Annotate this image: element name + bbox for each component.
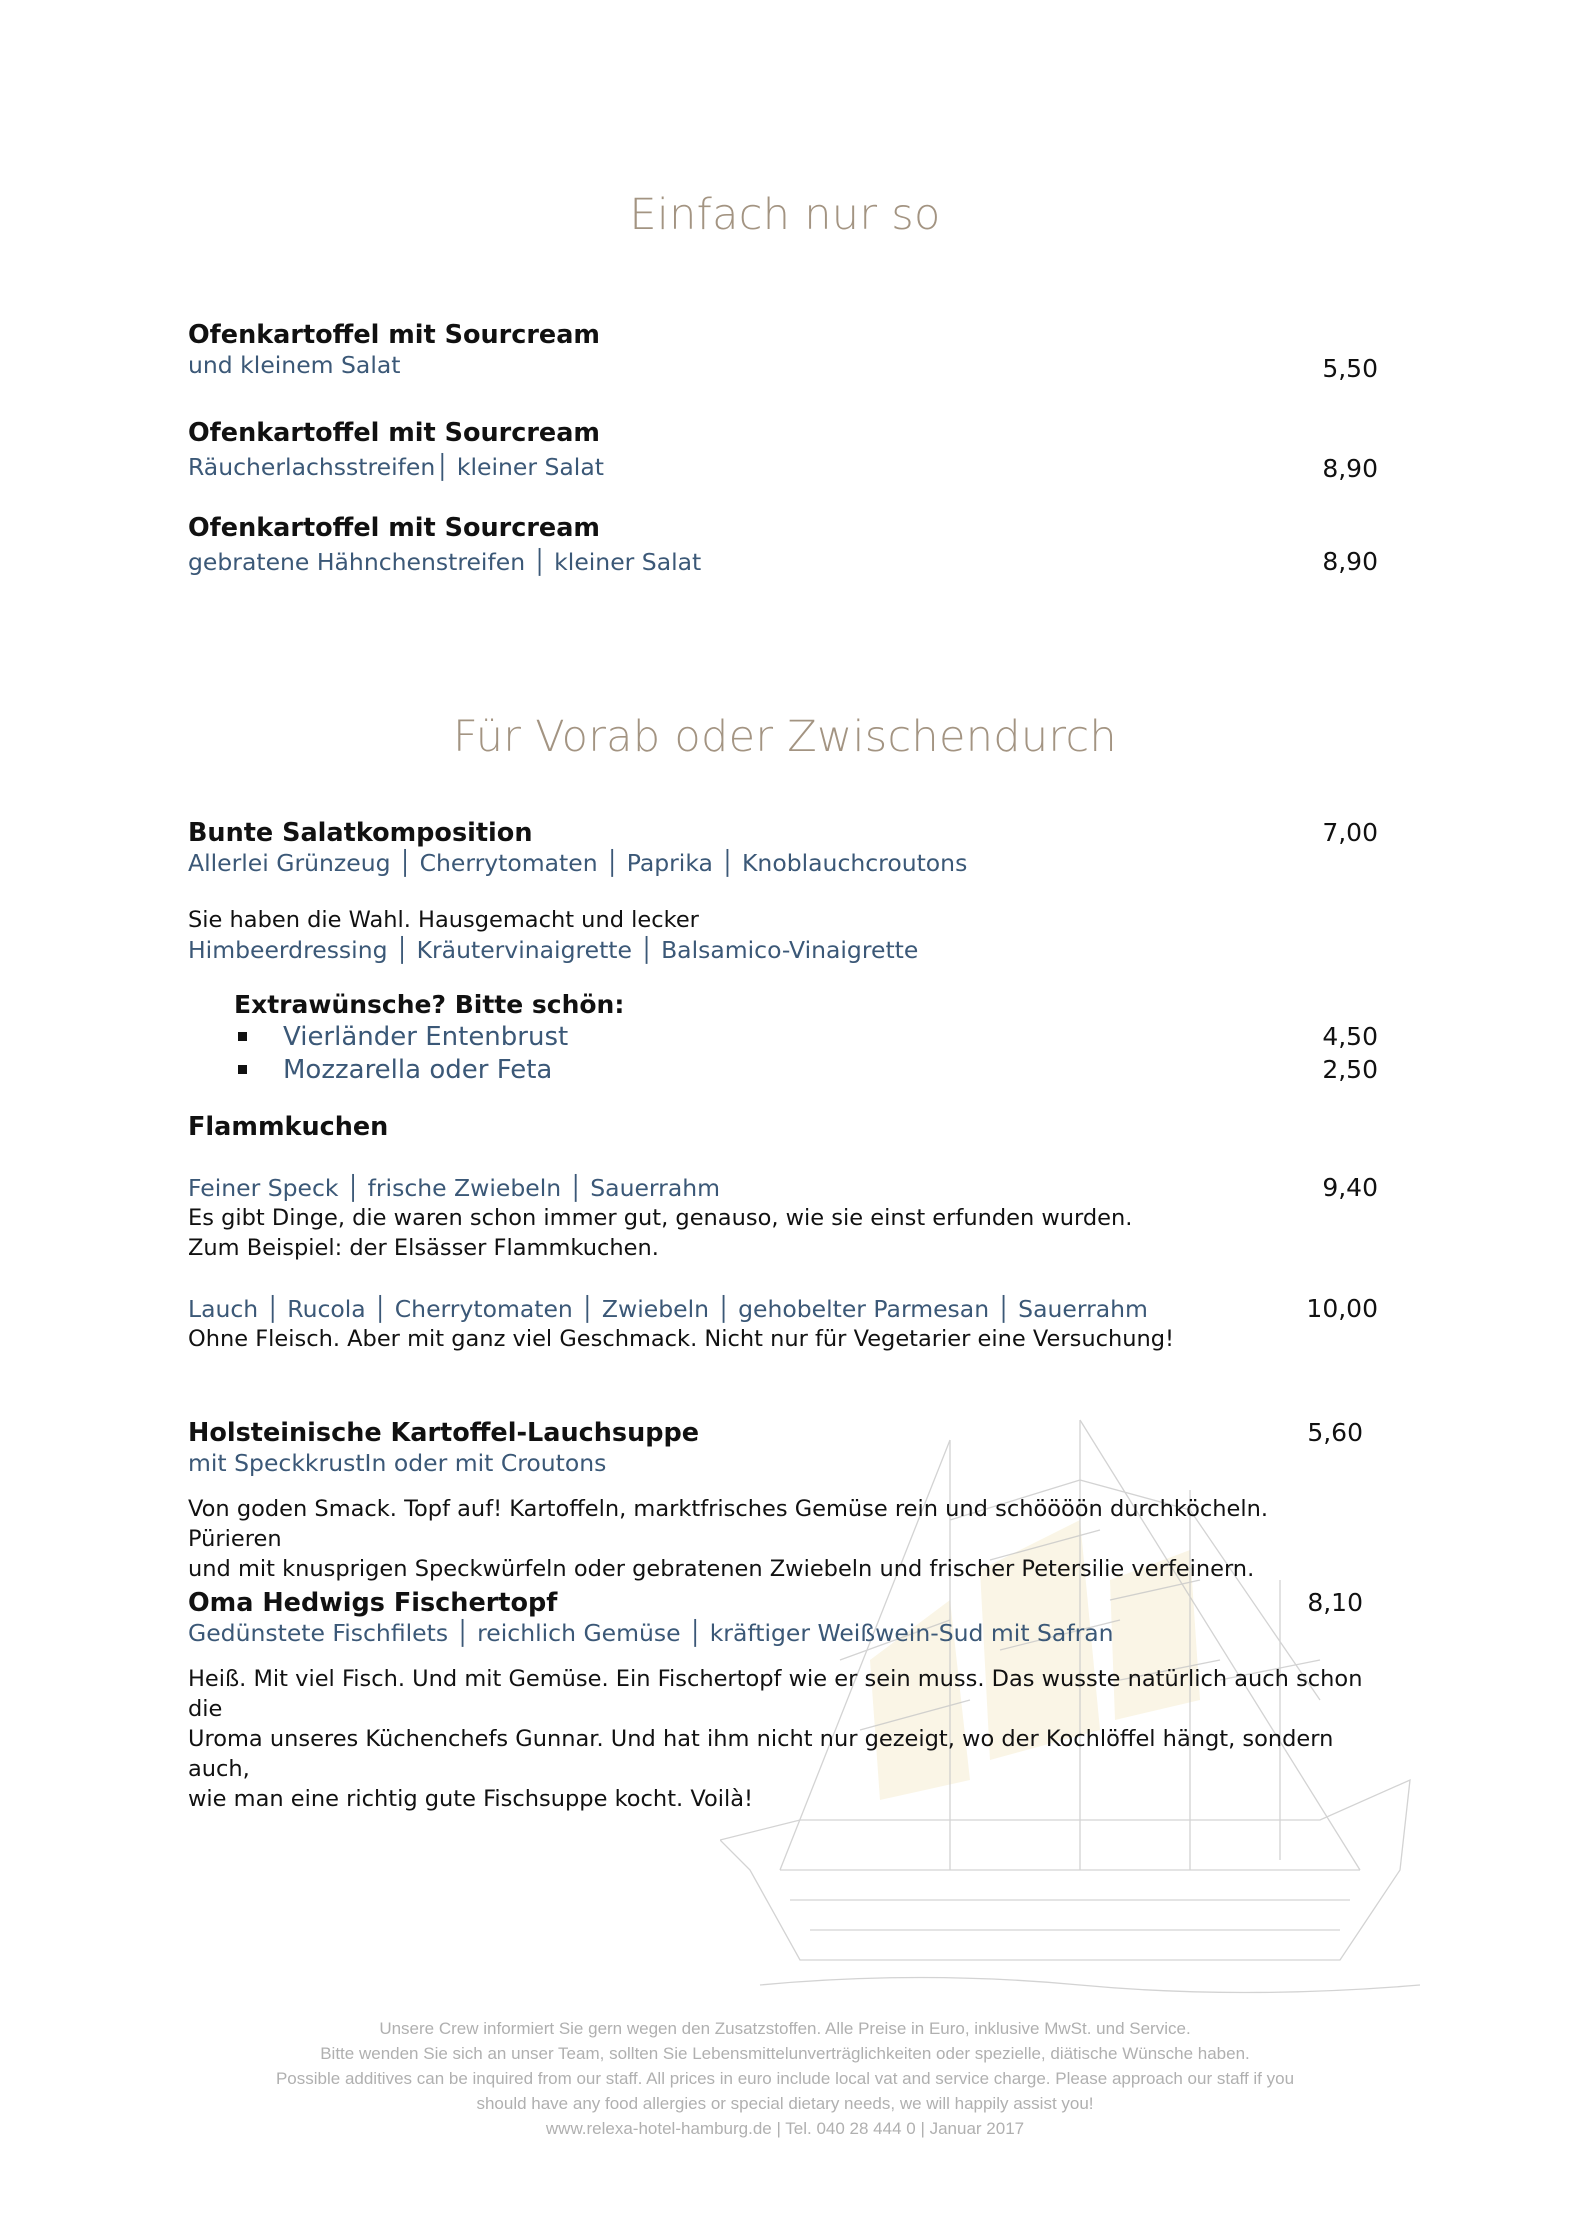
item-price: 10,00 (1306, 1294, 1378, 1323)
menu-item-flammkuchen (188, 1173, 1378, 1263)
extras-item-price: 2,50 (1322, 1055, 1378, 1084)
item-description: gebratene Hähnchenstreifen │ kleiner Salat (188, 548, 702, 576)
dressing-text: Sie haben die Wahl. Hausgemacht und lecker (188, 907, 699, 933)
item-price: 5,60 (1307, 1418, 1363, 1447)
item-description: Gedünstete Fischfilets │ reichlich Gemüse │ kräftiger Weißwein-Sud mit Safran (188, 1619, 1114, 1647)
item-description: Allerlei Grünzeug │ Cherrytomaten │ Paprika │ Knoblauchcroutons (188, 849, 968, 877)
menu-item (188, 418, 1378, 482)
item-name: Bunte Salatkomposition (188, 818, 533, 848)
footer-line: Possible additives can be inquired from our staff. All prices in euro include local vat and service charge. Please approach our staff if you (275, 2069, 1295, 2088)
flammkuchen-title: Flammkuchen (188, 1112, 389, 1142)
item-description: und kleinem Salat (188, 351, 401, 379)
item-name: Ofenkartoffel mit Sourcream (188, 320, 600, 350)
extras-item-price: 4,50 (1322, 1022, 1378, 1051)
bullet-icon (238, 1065, 247, 1074)
item-text: wie man eine richtig gute Fischsuppe kocht. Voilà! (188, 1786, 754, 1812)
footer-line: Bitte wenden Sie sich an unser Team, sollten Sie Lebensmittelunverträglichkeiten oder spezielle, diätische Wünsche haben. (320, 2044, 1250, 2063)
section-title-vorab: Für Vorab oder Zwischendurch (453, 712, 1117, 762)
item-price: 5,50 (1322, 354, 1378, 383)
extras-item-name: Mozzarella oder Feta (283, 1055, 553, 1085)
footer-notice (0, 2016, 1570, 2141)
item-name: Ofenkartoffel mit Sourcream (188, 418, 600, 448)
item-description: Feiner Speck │ frische Zwiebeln │ Sauerrahm (188, 1174, 721, 1202)
extras-item (238, 1055, 1378, 1085)
item-price: 8,10 (1307, 1588, 1363, 1617)
item-description: Räucherlachsstreifen│ kleiner Salat (188, 453, 604, 481)
item-name: Holsteinische Kartoffel-Lauchsuppe (188, 1418, 700, 1448)
menu-item-flammkuchen (188, 1294, 1378, 1354)
item-price: 7,00 (1322, 818, 1378, 847)
item-text: Ohne Fleisch. Aber mit ganz viel Geschmack. Nicht nur für Vegetarier eine Versuchung! (188, 1326, 1175, 1352)
dressing-info (188, 905, 1378, 965)
extras-heading-text: Extrawünsche? Bitte schön: (234, 990, 625, 1019)
extras-heading (234, 990, 1378, 1020)
menu-item-salad (188, 818, 1378, 878)
footer-website-link[interactable]: www.relexa-hotel-hamburg.de | Tel. 040 28 444 0 | Januar 2017 (545, 2119, 1025, 2138)
menu-item-fish (188, 1588, 1363, 1814)
item-text: Von goden Smack. Topf auf! Kartoffeln, marktfrisches Gemüse rein und schöööön durchköcheln. Pürieren (188, 1496, 1269, 1552)
item-name: Ofenkartoffel mit Sourcream (188, 513, 600, 543)
extras-item (238, 1022, 1378, 1052)
dressing-options: Himbeerdressing │ Kräutervinaigrette │ Balsamico-Vinaigrette (188, 936, 919, 964)
item-name: Oma Hedwigs Fischertopf (188, 1588, 558, 1618)
menu-item-soup (188, 1418, 1363, 1584)
item-description: Lauch │ Rucola │ Cherrytomaten │ Zwiebeln │ gehobelter Parmesan │ Sauerrahm (188, 1295, 1148, 1323)
item-price: 9,40 (1322, 1173, 1378, 1202)
flammkuchen-heading (188, 1112, 1378, 1142)
item-text: Zum Beispiel: der Elsässer Flammkuchen. (188, 1235, 659, 1261)
menu-item (188, 320, 1378, 383)
item-text: Heiß. Mit viel Fisch. Und mit Gemüse. Ein Fischertopf wie er sein muss. Das wusste natürlich auch schon die (188, 1666, 1363, 1722)
item-text: Uroma unseres Küchenchefs Gunnar. Und hat ihm nicht nur gezeigt, wo der Kochlöffel hängt, sondern auch, (188, 1726, 1334, 1782)
bullet-icon (238, 1032, 247, 1041)
footer-line: Unsere Crew informiert Sie gern wegen den Zusatzstoffen. Alle Preise in Euro, inklusive MwSt. und Service. (379, 2019, 1191, 2038)
footer-line: should have any food allergies or special dietary needs, we will happily assist you! (476, 2094, 1094, 2113)
extras-item-name: Vierländer Entenbrust (283, 1022, 569, 1052)
section-title-einfach: Einfach nur so (629, 190, 941, 240)
item-price: 8,90 (1322, 547, 1378, 576)
menu-item (188, 513, 1378, 577)
item-description: mit SpeckkrustIn oder mit Croutons (188, 1449, 607, 1477)
item-text: Es gibt Dinge, die waren schon immer gut, genauso, wie sie einst erfunden wurden. (188, 1205, 1133, 1231)
item-text: und mit knusprigen Speckwürfeln oder gebratenen Zwiebeln und frischer Petersilie verfeinern. (188, 1556, 1255, 1582)
item-price: 8,90 (1322, 454, 1378, 483)
